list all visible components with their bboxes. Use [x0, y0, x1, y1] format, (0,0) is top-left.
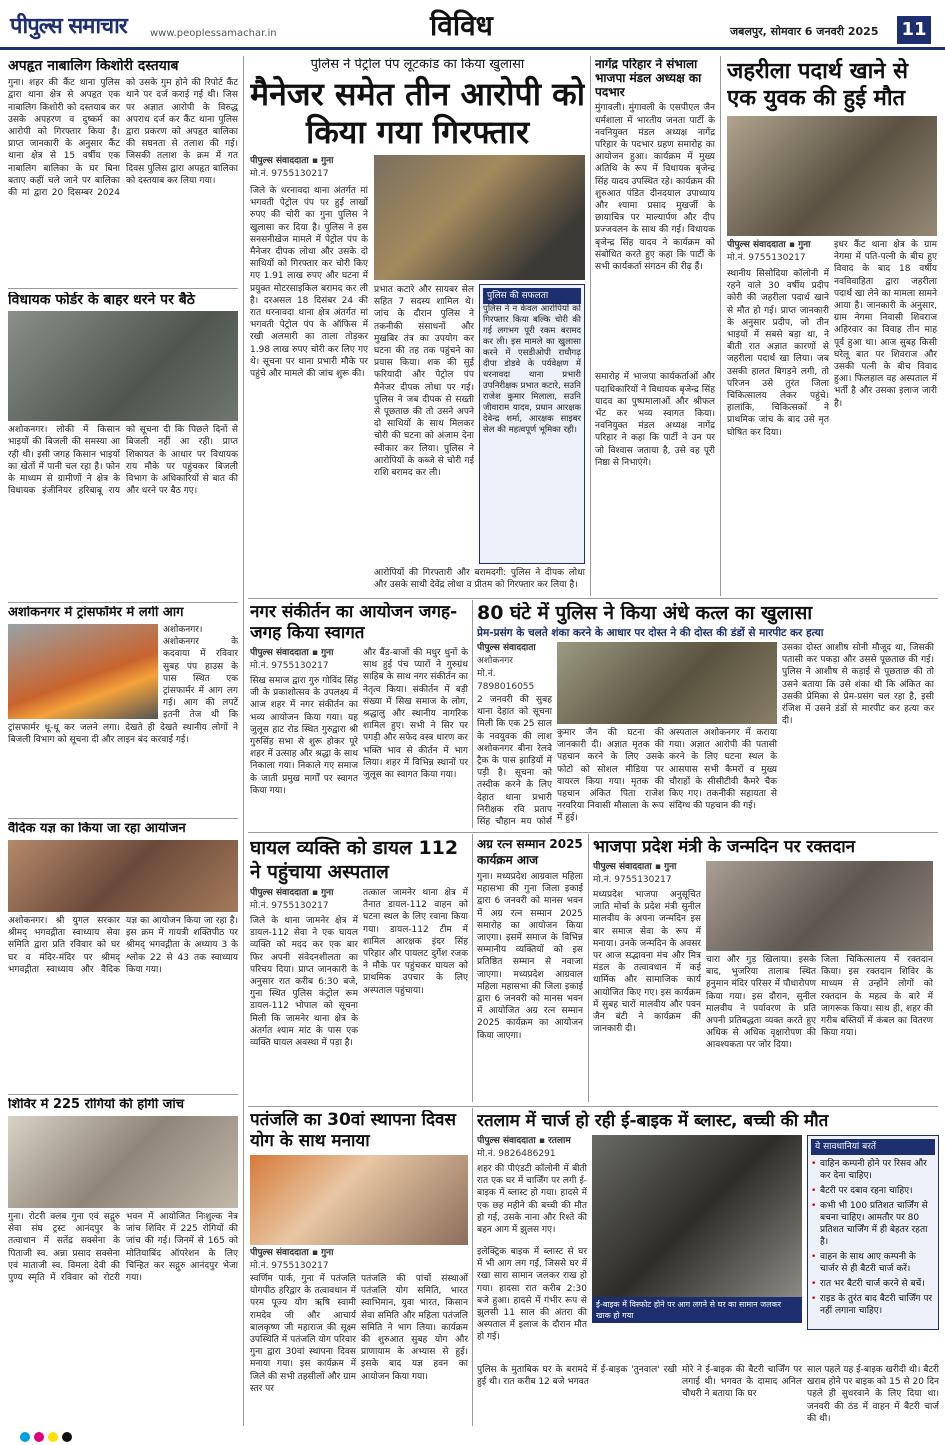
story-body: अशोकनगर। लोकी में किसान भाइयों की बिजली की समस्या आ रही थी। इसी जगह किसान भाइयों का खेतों में पानी चल रहा है। फोन के माध्यम से ग्रामीणों ने क्षेत्र के विधायक इंजीनियर हरिबाबू राय को सूचना दी कि पिछले दिनों से बिजली नहीं आ रही। प्राप्त शिकायत के आधार पर विधायक राय मौके पर पहुंचकर बिजली विभाग के अधिकारियों से बात की और धरने पर बैठ गए। — [8, 425, 238, 497]
story-headline: पतंजलि का 30वां स्थापना दिवस योग के साथ मनाया — [250, 1110, 456, 1151]
story-headline: 80 घंटे में पुलिस ने किया अंधे कत्ल का खुलासा — [477, 602, 813, 624]
eye-camp-photo — [8, 1116, 238, 1208]
story-headline: अपहृत नाबालिग किशोरी दस्तयाब — [8, 58, 179, 74]
byline-mobile: मो.नं. 9755130217 — [727, 253, 806, 263]
story-body: कुमार जैन की घटना की जानकारी दी। अज्ञात मृतक की पहचान करने के लिए उसके फोटो को सोशल मीडिया पर वायरल किया गया। मृतक की पहचान अंकित पिता राजेश नरवरिया निवासी मौसाला के रूप में हुई। — [557, 728, 664, 824]
nagendra-story — [595, 58, 715, 593]
story-headline: विधायक फोर्डर के बाहर धरने पर बैठे — [8, 292, 195, 308]
section-title: विविध — [430, 9, 493, 42]
byline-mobile: मो.नं. 9755130217 — [250, 168, 329, 179]
burnt-room-photo — [592, 1135, 802, 1297]
byline-reporter: पीपुल्स संवाददाता ▪ गुना — [250, 888, 334, 898]
story-body: जिले के थाना जामनेर क्षेत्र में डायल-112 सेवा ने एक घायल व्यक्ति को मदद कर एक बार फिर अपनी संवेदनशीलता का परिचय दिया। प्राप्त जानकारी के अनुसार रात करीब 6:30 बजे, गुना स्थित पुलिस कंट्रोल रूम डायल-112 भोपाल को सूचना मिली कि जामनेर थाना क्षेत्र के अंतर्गत श्याम मांट के पास एक व्यक्ति घायल अवस्था में पड़ा है। — [250, 916, 358, 1049]
story-body: स्वर्णिम पार्क, गुना में पतंजलि योगपीठ हरिद्वार के तत्वावधान में परम पूज्य योग ऋषि स्वामी रामदेव जी और आचार्य बालकृष्ण जी महाराज की सूक्ष्म उपस्थिति में पतंजलि योग परिवार गुना द्वारा 30वां स्थापना दिवस मनाया गया। इस कार्यक्रम में जिले की सभी तहसीलों और ग्राम स्तर पर — [250, 1274, 356, 1394]
story-headline: जहरीला पदार्थ खाने से एक युवक की हुई मौत — [727, 59, 909, 111]
poison-story — [727, 58, 937, 593]
col1-story4 — [8, 822, 238, 1092]
yagya-photo — [8, 840, 238, 912]
story-headline: अग्र रत्न सम्मान 2025 कार्यक्रम आज — [477, 837, 583, 867]
blood-donation-photo — [706, 861, 933, 951]
story-body: और बैंड-बाजों की मधुर धुनों के साथ हुई पंच प्यारों ने गुरुग्रंथ साहिब के साथ नगर संकीर्तन का नेतृत्व किया। संकीर्तन में बड़ी संख्या में सिख समाज के लोग, श्रद्धालु और स्थानीय नागरिक शामिल हुए। सभी ने सिर पर पगड़ी और सफेद वस्त्र धारण कर भक्ति भाव से कीर्तन में भाग लिया। शहर में विभिन्न स्थानों पर जुलूस का स्वागत किया गया। — [363, 648, 468, 781]
story-headline: नगर संकीर्तन का आयोजन जगह-जगह किया स्वागत — [250, 602, 458, 643]
arrest-press-photo — [374, 155, 585, 280]
precaution-item: • रात भर बैटरी चार्ज करने से बचें। — [811, 1278, 935, 1290]
byline-mobile: मो.नं. 9755130217 — [250, 1261, 329, 1271]
lead-headline: मैनेजर समेत तीन आरोपी को किया गया गिरफ्तार — [250, 74, 585, 151]
sankirtan-story — [250, 602, 468, 827]
precaution-item: • बैटरी पर दबाव रहना चाहिए। — [811, 1185, 935, 1197]
byline-mobile: मो.नं. 9755130217 — [593, 875, 672, 885]
website-url[interactable]: www.peoplessamachar.in — [150, 28, 277, 39]
story-body: अशोकनगर। श्री युगल सरकार श्रीमद् भगवद्गीता स्वाध्याय सेवा समिति द्वारा प्रति रविवार को घर घर व मंदिर-मंदिर पर श्रीमद् भगवद्गीता स्वाध्याय और वैदिक यज्ञ का आयोजन किया जा रहा है। इस क्रम में गायत्री शक्तिपीठ पर श्रीमद् भगवद्गीता के अध्याय 3 के श्लोक 22 से 43 तक स्वाध्याय किया गया। — [8, 915, 238, 975]
byline-mobile: मो.नं. 9755130217 — [250, 901, 329, 911]
precaution-item: • वाहिन कम्पनी होने पर रिसव और कर देना चाहिए। — [811, 1158, 935, 1182]
col1-story3 — [8, 606, 238, 816]
dial112-story — [250, 836, 468, 1101]
byline-mobile: मो.नं. 9755130217 — [250, 661, 329, 671]
story-body: इधर कैंट थाना क्षेत्र के ग्राम नेगमा में पति-पत्नी के बीच हुए विवाद के बाद 18 वर्षीय नवविवाहिता द्वारा जहरीला पदार्थ खा लेने का मामला सामने आया है। जानकारी के अनुसार, ग्राम नेगमा निवासी शिवराज अहिरवार का विवाह तीन माह पूर्व हुआ था। आज सुबह किसी घरेलू बात पर शिवराज और उसकी पत्नी के बीच विवाद हुआ। फिलहाल वह अस्पताल में भर्ती है और उसका इलाज जारी है। — [834, 240, 937, 409]
precautions-box — [807, 1135, 939, 1330]
dateline: जबलपुर, सोमवार 6 जनवरी 2025 — [730, 25, 879, 38]
byline-mobile: मो.नं. 7898016055 — [477, 669, 535, 693]
col1-story2 — [8, 292, 238, 600]
story-body: गुना। मध्यप्रदेश आग्रवाल महिला महासभा की गुना जिला इकाई द्वारा 6 जनवरी को मानस भवन में अग्र रत्न सम्मान 2025 समारोह का आयोजन किया जाएगा। इसमें समाज के विभिन्न सम्मानीय व्यक्तियों को इस प्रतिष्ठित सम्मान से नवाजा जाएगा। मध्यप्रदेश आग्रवाल महिला महासभा की जिला इकाई द्वारा 6 जनवरी को मानस भवन में आयोजित अग्र रत्न सम्मान 2025 कार्यक्रम का आयोजन किया जाएगा। — [477, 872, 583, 1041]
story-body: गुना। रोटरी क्लब गुना एवं सद्गुरु सेवा संघ ट्रस्ट आनंदपुर के तत्वाधान में सतेंद्र सक्सेना के पिताजी स्व. अन्ना प्रसाद सक्सेना एवं माताजी स्व. विमला देवी की पुण्य स्मृति में रविवार को रोटरी भवन में आयोजित निःशुल्क नेत्र जांच शिविर में 225 रोगियों की जांच की गई। जिनमें से 165 को मोतियाबिंद ऑपरेशन के लिए चिन्हित कर सद्गुरु आनंदपुर भेजा गया। — [8, 1211, 238, 1283]
story-body: मुंगावली। मुंगावली के एसपीएल जैन धर्मशाला में भारतीय जनता पार्टी के नवनियुक्त मंडल अध्यक्ष नागेंद्र परिहार के पदभार ग्रहण समारोह का आयोजन हुआ। कार्यक्रम में मुख्य अतिथि के रूप में विधायक बृजेन्द्र सिंह यादव उपस्थित रहे। कार्यक्रम की शुरुआत पंडित दीनदयाल उपाध्याय और श्यामा प्रसाद मुखर्जी के छायाचित्र पर माल्यार्पण और दीप प्रज्जवलन के साथ की गई। विधायक बृजेन्द्र सिंह यादव ने कार्यक्रम को संबोधित करते हुए कहा कि पार्टी के सभी कार्यकर्ता संगठन की रीढ़ हैं। — [595, 103, 715, 273]
story-body: उसका दोस्त आशीष सोनी मौजूद था, जिसकी पतासी कर पकड़ा और उससे पूछताछ की गई। पुलिस ने आशीष से कड़ाई से पूछताछ की तो उसने बताया कि उसे शंका थी कि अंकित का उसकी प्रेमिका से प्रेम-प्रसंग चल रहा है, इसी रंजिश में उसने डंडों से मारपीट कर हत्या कर दी। — [782, 643, 934, 727]
story-body: सिख समाज द्वारा गुरु गोविंद सिंह जी के प्रकाशोत्सव के उपलक्ष्य में आज शहर में नगर संकीर्तन का भव्य आयोजन किया गया। यह जुलूस हाट रोड स्थित गुरुद्वारा श्री गुरुसिंह सभा से शुरू होकर पूरे शहर में उत्साह और श्रद्धा के साथ निकाला गया। निकाले गए समाज के जाती प्रमुख मार्गों पर स्वागत किया गया। — [250, 676, 358, 796]
family-photo — [727, 116, 937, 236]
col1-story1 — [8, 58, 238, 286]
story-body: पतंजलि की पांचों संस्थाओं पतंजलि योग समिति, भारत स्वाभिमान, युवा भारत, किसान सेवा समिति और महिला पतंजलि समिति ने भाग लिया। कार्यक्रम की शुरुआत सुबह योग और प्राणायाम के अभ्यास से हुई। इसके बाद यज्ञ हवन का आयोजन किया गया। — [361, 1274, 468, 1382]
story-body: स्थानीय सिसोदिया कॉलोनी में रहने वाले 30 वर्षीय प्रदीप कोरी की जहरीला पदार्थ खाने से मौत हो गई। प्राप्त जानकारी के अनुसार प्रदीप, जो तीन भाइयों में सबसे बड़ा था, ने बीती रात अज्ञात कारणों से जहरीला पदार्थ खा लिया। जब उसकी हालत बिगड़ने लगी, तो परिजन उसे तुरंत जिला चिकित्सालय लेकर पहुंचे। हालांकि, चिकित्सकों ने प्राथमिक जांच के बाद उसे मृत घोषित कर दिया। — [727, 269, 829, 438]
ebike-story — [477, 1110, 939, 1425]
col1-story5 — [8, 1098, 238, 1423]
byline-reporter: पीपुल्स संवाददाता ▪ गुना — [593, 862, 677, 872]
story-headline: रतलाम में चार्ज हो रही ई-बाइक में ब्लास्ट, बच्ची की मौत — [477, 1111, 829, 1131]
page-number: 11 — [897, 16, 931, 44]
byline-reporter: पीपुल्स संवाददाता ▪ गुना — [727, 240, 811, 250]
blood-donation-story — [593, 836, 938, 1101]
lead-story — [250, 58, 585, 593]
registration-mark — [20, 1432, 30, 1442]
story-body: मध्यप्रदेश भाजपा अनुसूचित जाति मोर्चा के प्रदेश मंत्री सुनील मालवीय के अपना जन्मदिन इस बार समाज सेवा के रूप में मनाया। उनके जन्मदिन के अवसर पर आज सद्भावना मंच और मित्र मंडल के तत्वावधान में कई धार्मिक और सामाजिक कार्य आयोजित किए गए। इस कार्यक्रम में सुबह चारों मालवीय और पवन जैन बंटी ने कार्यक्रम की जानकारी दी। — [593, 890, 701, 1035]
story-headline: वैदिक यज्ञ का किया जा रहा आयोजन — [8, 822, 186, 836]
byline-reporter: पीपुल्स संवाददाता ▪ गुना — [250, 648, 334, 658]
protest-photo — [8, 311, 238, 421]
story-body: समारोह में भाजपा कार्यकर्ताओं और पदाधिकारियों ने विधायक बृजेन्द्र सिंह यादव का पुष्पमालाओं और श्रीफल भेंट कर भव्य स्वागत किया। नवनियुक्त मंडल अध्यक्ष नागेंद्र परिहार ने कहा कि पार्टी ने उन पर जो विश्वास जताया है, उसे वह पूरी निष्ठा से निभाएंगे। — [595, 372, 715, 468]
precaution-item: • वाहन के साथ आए कम्पनी के चार्जर से ही बैटरी चार्ज करें। — [811, 1251, 935, 1275]
lead-kicker: पुलिस ने पेट्रोल पंप लूटकांड का किया खुलासा — [310, 58, 525, 72]
masthead — [0, 0, 945, 50]
story-headline: अशोकनगर में ट्रांसफॉर्मर में लगी आग — [8, 606, 184, 620]
transformer-fire-photo — [8, 624, 158, 719]
registration-mark — [34, 1432, 44, 1442]
newspaper-logo: पीपुल्स समाचार — [10, 14, 127, 39]
registration-mark — [62, 1432, 72, 1442]
byline-reporter: पीपुल्स संवाददाता ▪ गुना — [250, 155, 334, 166]
story-body: प्रभात कटारे और सायबर सेल सहित 7 सदस्य शामिल थे। जांच के दौरान पुलिस ने तकनीकी संसाधनों और मुखबिर तंत्र का उपयोग कर घटना की तह तक पहुंचने का प्रयास किया। शक की सुई फरियादी और पेट्रोल पंप मैनेजर दीपक लोधा पर गई। पुलिस ने जब दीपक से सख्ती से पूछताछ की तो उसने अपने दो साथियों के साथ मिलकर चोरी की घटना को अंजाम देना स्वीकार कर लिया। पुलिस ने आरोपियों के कब्जे से चोरी गई राशि बरामद कर ली। — [374, 284, 474, 478]
byline-reporter: पीपुल्स संवाददाता ▪ रतलाम — [477, 1136, 571, 1146]
story-body: गुना। शहर की कैंट थाना पुलिस द्वारा थाना क्षेत्र से अपहृत एक नाबालिग किशोरी को दस्तयाब कर उसके अपहरण व दुष्कर्म का आरोपी को गिरफ्तार किया है। प्राप्त जानकारी के अनुसार कैंट थाना क्षेत्र से 15 वर्षीय एक नाबालिग बालिका के घर बिना बताए कहीं चले जाने पर बालिका की मां द्वारा 20 दिसम्बर 2024 को उसके गुम होने की रिपोर्ट कैंट थाने पर दर्ज कराई गई थी। जिस पर अज्ञात आरोपी के विरुद्ध अपराध दर्ज कर कैंट थाना पुलिस द्वारा प्रकरण को अपहृत बालिका की सघनता से तलाश की गई। जिसकी तलाश के क्रम में गत दिवस पुलिस द्वारा अपहृत बालिका को दस्तयाब कर लिया गया। — [8, 78, 238, 198]
byline-reporter: पीपुल्स संवाददाता ▪ गुना — [250, 1248, 334, 1258]
story-body: अस्पताल अशोकनगर में कराया गया। अज्ञात आरोपी की पतासी करने के लिए घटना स्थल के आसपास सभी कैमरों व मुख्य चौराहों के सीसीटीवी कैमरे चैक किए गए। तकनीकी सहायता से संदिग्ध की पहचान की गई। — [669, 728, 777, 812]
agra-ratna-story — [477, 836, 583, 1101]
story-body: इलेक्ट्रिक बाइक में ब्लास्ट से घर में भी आग लग गई, जिससे घर में रखा सारा सामान जलकर राख हो गया। हादसा रात करीब 2:30 बजे हुआ। हादसे में गंभीर रूप से झुलसी 11 साल की अंतरा की अस्पताल में इलाज के दौरान मौत हो गई। — [477, 1247, 587, 1343]
story-headline: नागेंद्र परिहार ने संभाला भाजपा मंडल अध्यक्ष का पदभार — [595, 58, 702, 99]
box-title: पुलिस की सफलता — [483, 288, 581, 304]
byline-place: अशोकनगर — [477, 656, 513, 667]
precaution-item: • कभी भी 100 प्रतिशत चार्जिंग से बचना चाहिए। आमतौर पर 80 प्रतिशत चार्जिंग में ही बेहतर रहता है। — [811, 1200, 935, 1248]
yoga-event-photo — [250, 1155, 468, 1245]
story-body: जिले के धरनावदा थाना अंतर्गत मां भगवती पेट्रोल पंप पर हुई लाखों रुपए की चोरी का गुना पुलिस ने खुलासा कर दिया है। पुलिस ने इस सनसनीखेज मामले में पेट्रोल पंप के मैनेजर दीपक लोधा और उसके दो साथियों को गिरफ्तार कर चोरी किए गए 1.91 लाख रुपए और घटना में प्रयुक्त मोटरसाइकिल बरामद कर ली है। दरअसल 18 दिसंबर 24 की रात धरनावदा थाना क्षेत्र अंतर्गत मां भगवती पेट्रोल पंप के ऑफिस में रखी अलमारी का ताला तोड़कर 1.98 लाख रुपए चोरी कर लिए गए थे। सूचना पर थाना प्रभारी मौके पर पहुंचे और मामले की जांच शुरू की। — [250, 185, 368, 379]
story-body: तत्काल जामनेर थाना क्षेत्र में तैनात डायल-112 वाहन को घटना स्थल के लिए रवाना किया गया। डायल-112 टीम में शामिल आरक्षक इंदर सिंह परिहार और पायलट दुर्गेश रजक ने मौके पर पहुंचकर घायल को प्राथमिक उपचार के लिए अस्पताल पहुंचाया। — [363, 888, 468, 996]
story-body: अशोकनगर। अशोकनगर के कदवाया में रविवार सुबह पंप हाउस के पास स्थित एक ट्रांसफार्मर में आग लग गई। आग की लपटें इतनी तेज थी कि ट्रांसफार्मर धू-धू कर जलने लगा। देखते ही देखते स्थानीय लोगों ने बिजली विभाग को सूचना दी और लाइन बंद करवाई गई। — [8, 624, 238, 745]
byline-mobile: मो.नं. 9826486291 — [477, 1149, 556, 1159]
photo-caption: ई-बाइक में विस्फोट होने पर आग लगने से घर का सामान जलकर खाक हो गया — [592, 1297, 802, 1323]
precautions-title: ये सावधानियां बरतें — [811, 1139, 935, 1155]
registration-mark — [48, 1432, 58, 1442]
story-body: पुलिस के मुताबिक घर के बरामदे में ई-बाइक 'तुनवाल' रखी हुई थी। रात करीब 12 बजे भगवत — [477, 1365, 677, 1388]
story-body: आरोपियों की गिरफ्तारी और बरामदगी: पुलिस ने दीपक लोधा और उसके साथी देवेंद्र लोधा व प्रीतम को गिरफ्तार कर लिया है। — [374, 567, 585, 591]
precaution-item: • राइड के तुरंत बाद बैटरी चार्जिंग पर नहीं लगाना चाहिए। — [811, 1293, 935, 1317]
story-headline: शिविर में 225 रोगियों की होगी जांच — [8, 1098, 185, 1112]
patanjali-story — [250, 1110, 468, 1425]
story-body: शहर की पीएंडटी कॉलोनी में बीती रात एक घर में चार्जिंग पर लगी ई-बाइक में ब्लास्ट हो गया। हादसे में एक छह महीने की बच्ची की मौत हो गई, उसके नाना और रिश्ते की बहन आग में झुलस गए। — [477, 1164, 587, 1236]
police-press-photo — [557, 642, 777, 724]
story-body: चारा और गुड़ खिलाया। इसके बाद, भुजरिया तालाब स्थित हनुमान मंदिर परिसर में पौधारोपण किया गया। इस दौरान, सुनील मालवीय ने पर्यावरण के प्रति अपनी प्रतिबद्धता व्यक्त करते हुए अधिक से अधिक वृक्षारोपण की आवश्यकता पर जोर दिया। — [706, 955, 816, 1051]
info-box — [479, 284, 585, 564]
precautions-list — [811, 1158, 935, 1317]
story-body: साल पहले यह ई-बाइक खरीदी थी। बैटरी खराब होने पर बाइक को 15 से 20 दिन पहले ही सुधरवाने के लिए दिया था। जनवरी की ठंड में वाहन में बैटरी चार्ज की थी। — [807, 1365, 939, 1424]
story-body: 2 जनवरी की सुबह थाना देहात को सूचना मिली कि एक 25 साल के नवयुवक की लाश अशोकनगर बीना रेलवे ट्रैक के पास झाड़ियों में पड़ी है। सूचना को तस्दीक करने के लिए देहात थाना प्रभारी निरीक्षक रवि प्रताप सिंह चौहान मय फोर्स — [477, 695, 552, 827]
story-headline: भाजपा प्रदेश मंत्री के जन्मदिन पर रक्तदान — [593, 837, 856, 857]
story-body: मोरे ने ई-बाइक की बैटरी चार्जिंग पर लगाई थी। भगवत के दामाद अनिल चौधरी ने बताया कि घर — [682, 1365, 802, 1400]
byline-reporter: पीपुल्स संवाददाता — [477, 643, 536, 654]
murder-story — [477, 602, 939, 827]
box-text: पुलिस ने न केवल आरोपियों को गिरफ्तार किया बल्कि चोरी की गई लगभग पूरी रकम बरामद कर ली। इस मामले का खुलासा करने में एसडीओपी राघौगढ़ दीपा डोडवे के पर्यवेक्षण में धरनावदा थाना प्रभारी उपनिरीक्षक प्रभात कटारे, सउनि राजेश कुमार मिलाला, सउनि जीवाराम यादव, प्रधान आरक्षक देवेन्द्र शर्मा, आरक्षक साइबर सेल की महत्वपूर्ण भूमिका रही। — [483, 303, 581, 435]
story-body: जिला चिकित्सालय में रक्तदान किया। इस रक्तदान शिविर के माध्यम से उन्होंने लोगों को रक्तदान के महत्व के बारे में जागरूक किया। साथ ही, शहर की गरीब बस्तियों में कंबल का वितरण किया गया। — [821, 955, 933, 1039]
story-headline: घायल व्यक्ति को डायल 112 ने पहुंचाया अस्पताल — [250, 837, 459, 883]
story-subheadline: प्रेम-प्रसंग के चलते शंका करने के आधार पर दोस्त ने की दोस्त की डंडों से मारपीट कर हत्या — [477, 627, 824, 639]
